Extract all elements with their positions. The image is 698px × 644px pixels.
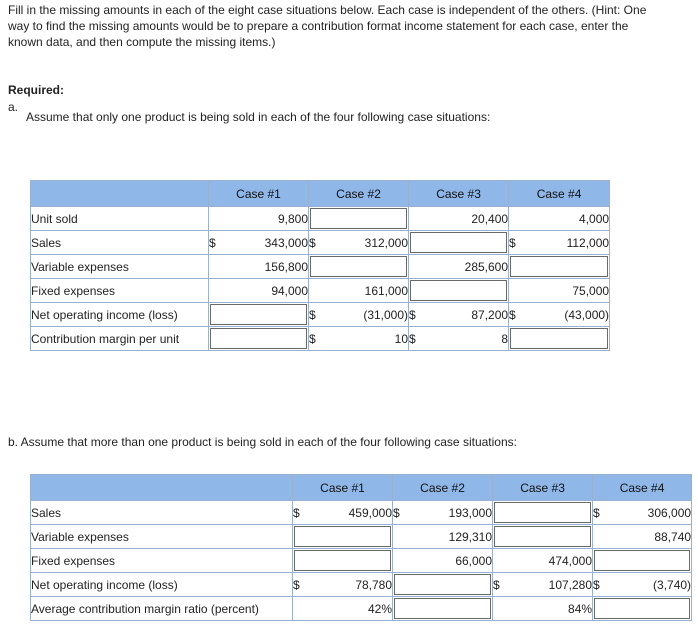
table-row bbox=[31, 279, 610, 303]
answer-input-box[interactable] bbox=[394, 598, 491, 619]
table-part-b bbox=[30, 474, 692, 621]
table-row bbox=[31, 501, 692, 525]
cell-value: 66,000 bbox=[417, 549, 493, 573]
table-row bbox=[31, 549, 692, 573]
answer-input-box[interactable] bbox=[294, 550, 391, 571]
instructions-text: Fill in the missing amounts in each of the eight case situations below. Each case is independent of the others. (Hint: One way to find the missing amounts would be to prepare a contribution format income statement for each case, enter the known data, and then compute the missing items.) bbox=[8, 3, 647, 49]
currency-symbol: $ bbox=[309, 303, 333, 327]
currency-symbol bbox=[293, 597, 317, 621]
answer-input[interactable] bbox=[409, 231, 509, 255]
cell-value: 112,000 bbox=[533, 231, 610, 255]
answer-input[interactable] bbox=[309, 207, 409, 231]
answer-input-box[interactable] bbox=[310, 256, 407, 277]
cell-value: 285,600 bbox=[433, 255, 509, 279]
answer-input[interactable] bbox=[209, 303, 309, 327]
currency-symbol: $ bbox=[293, 501, 317, 525]
answer-input-box[interactable] bbox=[510, 328, 608, 349]
table-row bbox=[31, 525, 692, 549]
table-a-header-case-1: Case #1 bbox=[209, 181, 309, 207]
cell-value: 20,400 bbox=[433, 207, 509, 231]
currency-symbol: $ bbox=[309, 327, 333, 351]
row-label: Unit sold bbox=[31, 207, 209, 231]
answer-input[interactable] bbox=[493, 501, 593, 525]
currency-symbol: $ bbox=[393, 501, 417, 525]
table-part-a bbox=[30, 180, 610, 351]
currency-symbol: $ bbox=[493, 573, 517, 597]
answer-input[interactable] bbox=[509, 255, 610, 279]
currency-symbol bbox=[409, 207, 433, 231]
answer-input[interactable] bbox=[593, 549, 692, 573]
cell-value: 312,000 bbox=[333, 231, 409, 255]
cell-value: (31,000) bbox=[333, 303, 409, 327]
currency-symbol bbox=[209, 255, 233, 279]
cell-value: 306,000 bbox=[617, 501, 692, 525]
row-label: Sales bbox=[31, 231, 209, 255]
currency-symbol: $ bbox=[409, 303, 433, 327]
row-label: Contribution margin per unit bbox=[31, 327, 209, 351]
currency-symbol bbox=[309, 279, 333, 303]
answer-input-box[interactable] bbox=[494, 526, 591, 547]
row-label: Average contribution margin ratio (percent) bbox=[31, 597, 293, 621]
cell-value: 10 bbox=[333, 327, 409, 351]
answer-input-box[interactable] bbox=[394, 574, 491, 595]
cell-value: 87,200 bbox=[433, 303, 509, 327]
row-label: Variable expenses bbox=[31, 255, 209, 279]
currency-symbol: $ bbox=[593, 573, 617, 597]
currency-symbol: $ bbox=[293, 573, 317, 597]
row-label: Fixed expenses bbox=[31, 549, 293, 573]
cell-value: 4,000 bbox=[533, 207, 610, 231]
cell-value: 474,000 bbox=[517, 549, 593, 573]
row-label: Sales bbox=[31, 501, 293, 525]
row-label: Net operating income (loss) bbox=[31, 573, 293, 597]
answer-input-box[interactable] bbox=[410, 280, 507, 301]
table-b-header-case-2: Case #2 bbox=[393, 475, 493, 501]
part-b-instructions: b. Assume that more than one product is being sold in each of the four following case situations: bbox=[8, 435, 517, 449]
answer-input-box[interactable] bbox=[210, 328, 307, 349]
cell-value: 78,780 bbox=[317, 573, 393, 597]
cell-value: 8 bbox=[433, 327, 509, 351]
table-a-body bbox=[31, 207, 610, 351]
currency-symbol bbox=[409, 255, 433, 279]
cell-value: 156,800 bbox=[233, 255, 309, 279]
currency-symbol bbox=[493, 597, 517, 621]
table-row bbox=[31, 255, 610, 279]
answer-input-box[interactable] bbox=[310, 208, 407, 229]
currency-symbol bbox=[593, 525, 617, 549]
table-b-header-case-1: Case #1 bbox=[293, 475, 393, 501]
table-b-header-case-4: Case #4 bbox=[593, 475, 692, 501]
cell-value: 75,000 bbox=[533, 279, 610, 303]
answer-input[interactable] bbox=[393, 597, 493, 621]
row-label: Variable expenses bbox=[31, 525, 293, 549]
table-a-label-header bbox=[31, 181, 209, 207]
table-row bbox=[31, 303, 610, 327]
currency-symbol bbox=[393, 525, 417, 549]
answer-input[interactable] bbox=[493, 525, 593, 549]
cell-value: 84% bbox=[517, 597, 593, 621]
cell-value: 343,000 bbox=[233, 231, 309, 255]
cell-value: 193,000 bbox=[417, 501, 493, 525]
answer-input[interactable] bbox=[593, 597, 692, 621]
table-a-header-case-4: Case #4 bbox=[509, 181, 610, 207]
answer-input-box[interactable] bbox=[294, 526, 391, 547]
answer-input-box[interactable] bbox=[594, 598, 690, 619]
answer-input[interactable] bbox=[509, 327, 610, 351]
table-row bbox=[31, 327, 610, 351]
cell-value: 129,310 bbox=[417, 525, 493, 549]
answer-input[interactable] bbox=[309, 255, 409, 279]
answer-input-box[interactable] bbox=[494, 502, 591, 523]
row-label: Fixed expenses bbox=[31, 279, 209, 303]
currency-symbol bbox=[393, 549, 417, 573]
cell-value: 161,000 bbox=[333, 279, 409, 303]
table-row bbox=[31, 573, 692, 597]
currency-symbol bbox=[509, 279, 533, 303]
currency-symbol: $ bbox=[309, 231, 333, 255]
answer-input-box[interactable] bbox=[410, 232, 507, 253]
currency-symbol: $ bbox=[509, 303, 533, 327]
table-a-header-row bbox=[31, 181, 610, 207]
table-b-header-case-3: Case #3 bbox=[493, 475, 593, 501]
table-b-body bbox=[31, 501, 692, 621]
cell-value: 459,000 bbox=[317, 501, 393, 525]
answer-input-box[interactable] bbox=[594, 550, 690, 571]
currency-symbol: $ bbox=[209, 231, 233, 255]
cell-value: 107,280 bbox=[517, 573, 593, 597]
cell-value: 9,800 bbox=[233, 207, 309, 231]
answer-input-box[interactable] bbox=[210, 304, 307, 325]
table-b-header-row bbox=[31, 475, 692, 501]
answer-input[interactable] bbox=[393, 573, 493, 597]
answer-input[interactable] bbox=[209, 327, 309, 351]
cell-value: (3,740) bbox=[617, 573, 692, 597]
currency-symbol bbox=[209, 207, 233, 231]
table-b-label-header bbox=[31, 475, 293, 501]
required-heading: Required: bbox=[8, 83, 65, 97]
currency-symbol bbox=[493, 549, 517, 573]
currency-symbol bbox=[509, 207, 533, 231]
part-a-letter: a. bbox=[8, 100, 19, 114]
answer-input-box[interactable] bbox=[510, 256, 608, 277]
part-a-instructions: Assume that only one product is being sold in each of the four following case situations: bbox=[26, 110, 491, 124]
cell-value: (43,000) bbox=[533, 303, 610, 327]
table-row bbox=[31, 231, 610, 255]
table-a-header-case-3: Case #3 bbox=[409, 181, 509, 207]
currency-symbol: $ bbox=[593, 501, 617, 525]
answer-input[interactable] bbox=[293, 525, 393, 549]
table-row bbox=[31, 207, 610, 231]
row-label: Net operating income (loss) bbox=[31, 303, 209, 327]
table-row bbox=[31, 597, 692, 621]
cell-value: 88,740 bbox=[617, 525, 692, 549]
cell-value: 94,000 bbox=[233, 279, 309, 303]
answer-input[interactable] bbox=[409, 279, 509, 303]
cell-value: 42% bbox=[317, 597, 393, 621]
currency-symbol bbox=[209, 279, 233, 303]
currency-symbol: $ bbox=[509, 231, 533, 255]
currency-symbol: $ bbox=[409, 327, 433, 351]
answer-input[interactable] bbox=[293, 549, 393, 573]
table-a-header-case-2: Case #2 bbox=[309, 181, 409, 207]
